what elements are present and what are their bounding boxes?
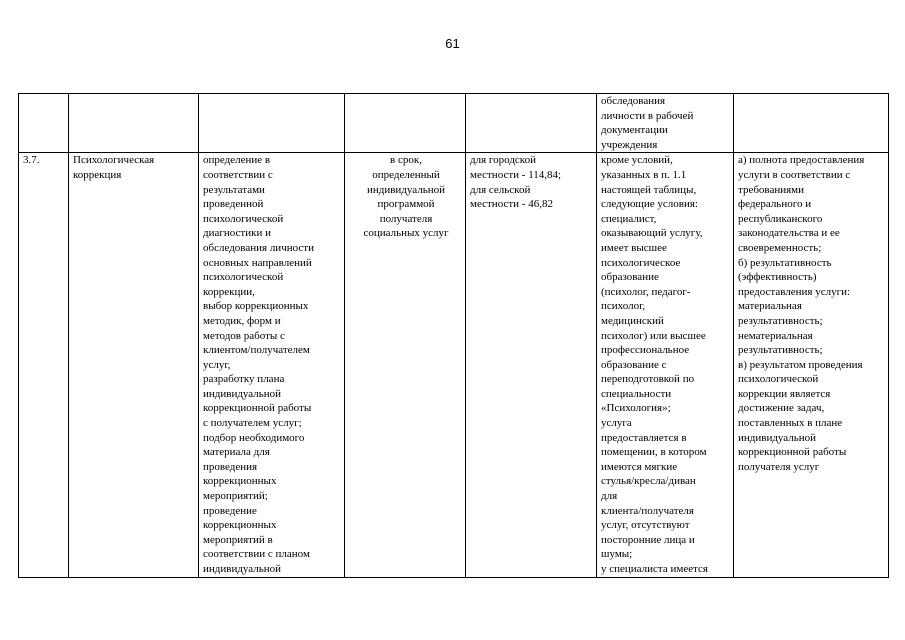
- cell-text-line: федерального и: [738, 198, 812, 211]
- cell-text-line: личности в рабочей: [601, 109, 694, 122]
- cell-text-line: законодательства и ее: [738, 227, 840, 240]
- cell-text-line: достижение задач,: [738, 402, 825, 415]
- cell-text-line: б) результативность: [738, 256, 832, 269]
- cell-number: [19, 153, 69, 577]
- cell-text-line: диагностики и: [203, 227, 271, 240]
- table-row-3-7: [19, 153, 889, 577]
- cell-text-line: документации: [601, 124, 668, 137]
- cell-text-line: мероприятий в: [203, 533, 273, 546]
- cell-tariff: [466, 94, 597, 153]
- cell-text-line: имеет высшее: [601, 241, 667, 254]
- cell-text-line: коррекции является: [738, 387, 831, 400]
- cell-text-line: психологической: [203, 271, 284, 284]
- cell-text-line: нематериальная: [738, 329, 813, 342]
- cell-text-line: психолог,: [601, 300, 646, 313]
- cell-text-line: следующие условия:: [601, 198, 698, 211]
- cell-text-line: получателя услуг: [738, 460, 820, 473]
- cell-text-line: в срок,: [390, 154, 422, 167]
- cell-text-line: клиентом/получателем: [203, 344, 310, 357]
- cell-text-line: выбор коррекционных: [203, 300, 309, 313]
- cell-text-line: обследования личности: [203, 241, 314, 254]
- cell-text-line: психологической: [203, 212, 284, 225]
- cell-text-line: коррекционной работы: [203, 402, 312, 415]
- cell-text-line: результатами: [203, 183, 265, 196]
- cell-text-line: психолог) или высшее: [601, 329, 706, 342]
- cell-text-line: (психолог, педагог-: [601, 285, 691, 298]
- cell-text-line: методов работы с: [203, 329, 285, 342]
- cell-text-line: коррекционной работы: [738, 446, 847, 459]
- cell-text-line: проведенной: [203, 198, 264, 211]
- cell-number: [19, 94, 69, 153]
- cell-text-line: специалист,: [601, 212, 657, 225]
- cell-text-line: клиента/получателя: [601, 504, 694, 517]
- cell-text-line: результативность;: [738, 314, 823, 327]
- cell-text-line: образование: [601, 271, 659, 284]
- cell-text-line: коррекционных: [203, 475, 277, 488]
- cell-text-line: методик, форм и: [203, 314, 281, 327]
- cell-text-line: индивидуальной: [203, 387, 282, 400]
- cell-service-name: [69, 94, 199, 153]
- cell-text-line: услуги в соответствии с: [738, 168, 851, 181]
- cell-text-line: профессиональное: [601, 344, 690, 357]
- cell-text-line: коррекции,: [203, 285, 255, 298]
- cell-service-description: [199, 94, 345, 153]
- cell-text-line: переподготовкой по: [601, 373, 695, 386]
- cell-text-line: услуга: [601, 417, 632, 430]
- cell-text-line: имеются мягкие: [601, 460, 678, 473]
- cell-text-line: психологическое: [601, 256, 681, 269]
- cell-text-line: в) результатом проведения: [738, 358, 863, 371]
- cell-text-line: посторонние лица и: [601, 533, 695, 546]
- table-row-continuation: [19, 94, 889, 153]
- cell-text-line: (эффективность): [738, 271, 817, 284]
- services-table: [18, 93, 889, 578]
- cell-text-line: социальных услуг: [363, 227, 449, 240]
- cell-text-line: Психологическая: [73, 154, 155, 167]
- cell-text-line: с получателем услуг;: [203, 417, 302, 430]
- cell-text-line: своевременность;: [738, 241, 822, 254]
- cell-text-line: предоставления услуги:: [738, 285, 851, 298]
- cell-text-line: для сельской: [470, 183, 531, 196]
- cell-text-line: местности - 114,84;: [470, 168, 562, 181]
- cell-deadline: [345, 153, 466, 577]
- cell-text-line: местности - 46,82: [470, 198, 553, 211]
- cell-quality-indicators: [734, 153, 889, 577]
- cell-text-line: материальная: [738, 300, 802, 313]
- cell-text-line: индивидуальной: [366, 183, 446, 196]
- cell-text-line: мероприятий;: [203, 490, 268, 503]
- cell-text-line: услуг, отсутствуют: [601, 519, 690, 532]
- cell-text-line: определенный: [372, 168, 440, 181]
- cell-text-line: коррекционных: [203, 519, 277, 532]
- cell-text-line: у специалиста имеется: [601, 563, 708, 575]
- cell-text-line: медицинский: [601, 314, 664, 327]
- cell-text-line: индивидуальной: [738, 431, 817, 444]
- cell-text-line: разработку плана: [203, 373, 285, 386]
- cell-text-line: психологической: [738, 373, 819, 386]
- page-number: 61: [445, 36, 460, 51]
- cell-text-line: республиканского: [738, 212, 823, 225]
- cell-service-name: [69, 153, 199, 577]
- cell-quality-indicators: [734, 94, 889, 153]
- cell-text-line: требованиями: [738, 183, 805, 196]
- cell-text-line: соответствии с планом: [203, 548, 310, 561]
- cell-text-line: результативность;: [738, 344, 823, 357]
- cell-text-line: учреждения: [601, 138, 658, 151]
- cell-text-line: проведение: [203, 504, 257, 517]
- cell-text-line: материала для: [203, 446, 270, 459]
- cell-text-line: поставленных в плане: [738, 417, 843, 430]
- cell-tariff: [466, 153, 597, 577]
- cell-text-line: кроме условий,: [601, 154, 673, 167]
- cell-text-line: подбор необходимого: [203, 431, 305, 444]
- cell-text-line: обследования: [601, 95, 666, 107]
- cell-text-line: специальности: [601, 387, 672, 400]
- cell-conditions: [597, 94, 734, 153]
- cell-text-line: указанных в п. 1.1: [601, 168, 687, 181]
- cell-text-line: предоставляется в: [601, 431, 687, 444]
- cell-text-line: основных направлений: [203, 256, 312, 269]
- cell-text-line: проведения: [203, 460, 258, 473]
- cell-text-line: помещении, в котором: [601, 446, 707, 459]
- cell-text-line: индивидуальной: [203, 563, 282, 575]
- cell-text-line: стулья/кресла/диван: [601, 475, 696, 488]
- cell-service-description: [199, 153, 345, 577]
- cell-text-line: настоящей таблицы,: [601, 183, 697, 196]
- cell-text-line: коррекция: [73, 168, 122, 181]
- cell-text-line: образование с: [601, 358, 667, 371]
- cell-text-line: для городской: [470, 154, 536, 167]
- cell-text-line: шумы;: [601, 548, 633, 561]
- cell-text-line: услуг,: [203, 358, 231, 371]
- cell-text-line: определение в: [203, 154, 271, 167]
- cell-text-line: а) полнота предоставления: [738, 154, 865, 167]
- cell-text-line: программой: [377, 198, 435, 211]
- cell-text-line: оказывающий услугу,: [601, 227, 703, 240]
- cell-deadline: [345, 94, 466, 153]
- cell-text-line: 3.7.: [23, 154, 40, 167]
- cell-text-line: получателя: [379, 212, 433, 225]
- cell-conditions: [597, 153, 734, 577]
- cell-text-line: «Психология»;: [601, 402, 671, 415]
- cell-text-line: для: [601, 490, 618, 503]
- cell-text-line: соответствии с: [203, 168, 273, 181]
